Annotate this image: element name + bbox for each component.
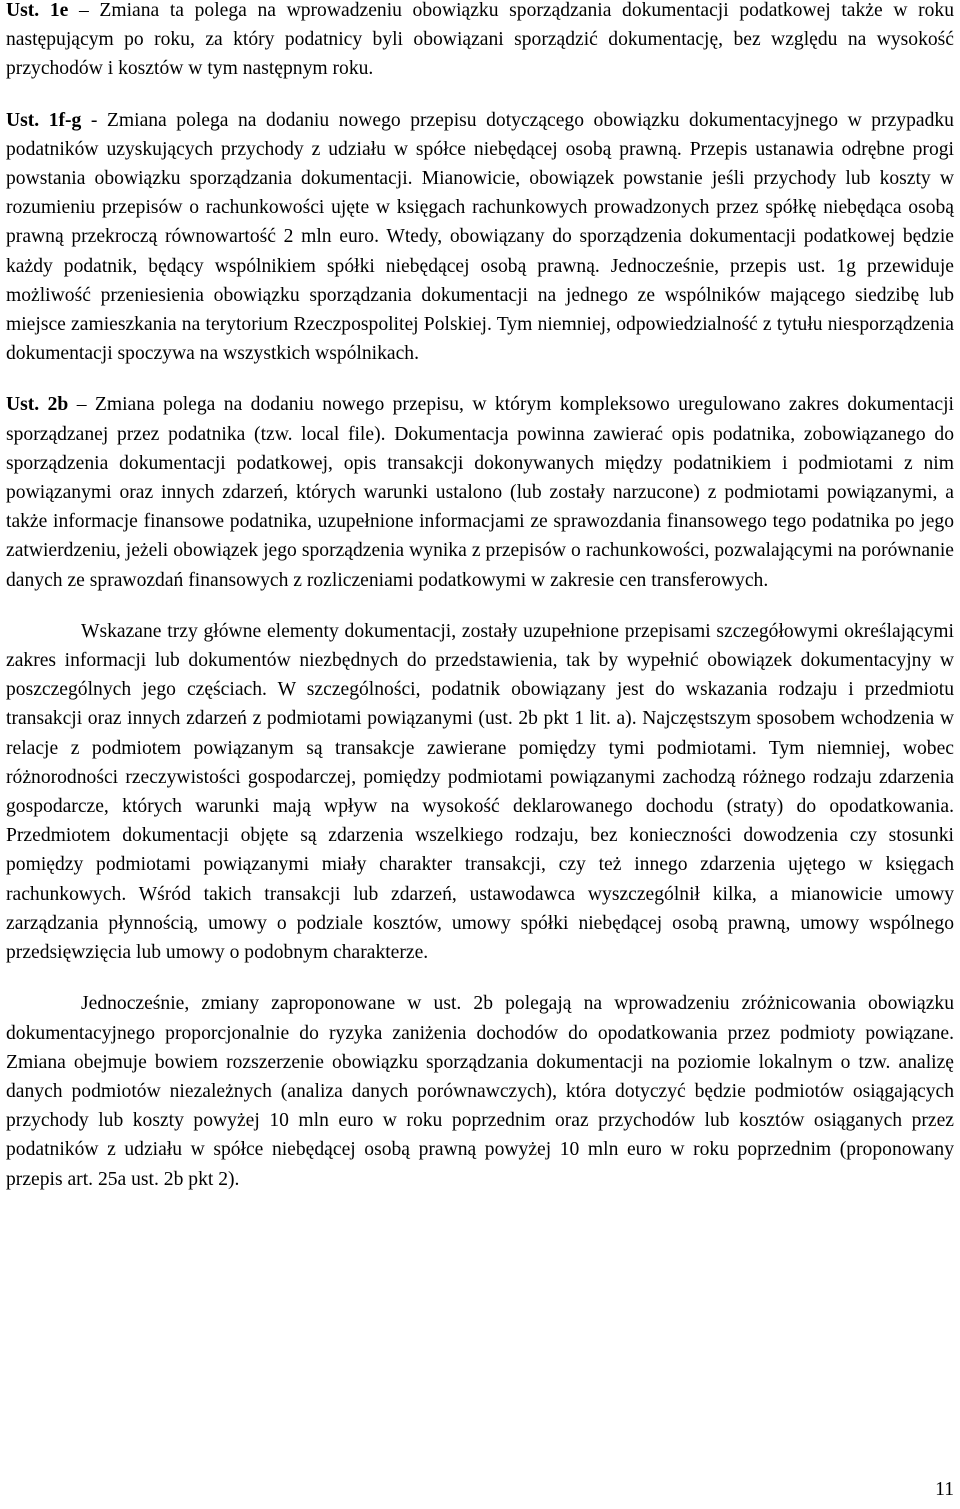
paragraph-text: – Zmiana polega na dodaniu nowego przepisu, w którym kompleksowo uregulowano zakres dokumentacji sporządzanej przez podatnika (tzw. local file). Dokumentacja powinna zawierać opis podatnika, zobowiązanego do sporządzenia dokumentacji podatkowej, opis transakcji dokonywanych między podatnikiem i podmiotami z nim powiązanymi oraz innych zdarzeń, których warunki ustalono (lub zostały narzucone) z podmiotami powiązanymi, a także informacje finansowe podatnika, uzupełnione informacjami ze sprawozdania finansowego tego podatnika po jego zatwierdzeniu, jeżeli obowiązek jego sporządzenia wynika z przepisów o rachunkowości, pozwalającymi na porównanie danych ze sprawozdań finansowych z rozliczeniami podatkowymi w zakresie cen transferowych. [6, 394, 954, 591]
paragraph-text: Wskazane trzy główne elementy dokumentacji, zostały uzupełnione przepisami szczegółowymi określającymi zakres informacji lub dokumentów niezbędnych do przedstawienia, tak by wypełnić obowiązek dokumentacyjny w poszczególnych jego częściach. W szczególności, podatnik obowiązany jest do wskazania rodzaju i przedmiotu transakcji oraz innych zdarzeń z podmiotami powiązanymi (ust. 2b pkt 1 lit. a). Najczęstszym sposobem wchodzenia w relacje z podmiotem powiązanym są transakcje zawierane pomiędzy tymi podmiotami. Tym niemniej, wobec różnorodności rzeczywistości gospodarczej, pomiędzy podmiotami powiązanymi zachodzą różnego rodzaju zdarzenia gospodarcze, których warunki mają wpływ na wysokość deklarowanego dochodu (straty) do opodatkowania. Przedmiotem dokumentacji objęte są zdarzenia wszelkiego rodzaju, bez konieczności dowodzenia czy stosunki pomiędzy podmiotami powiązanymi miały charakter transakcji, czy też innego zdarzenia ujętego w księgach rachunkowych. Wśród takich transakcji lub zdarzeń, ustawodawca wyszczególnił kilka, a mianowicie umowy zarządzania płynnością, umowy o podziale kosztów, umowy spółki niebędącej osobą prawną, umowy wspólnego przedsięwzięcia lub umowy o podobnym charakterze. [6, 620, 954, 964]
paragraph-ust-1f-g [6, 106, 954, 369]
paragraph-text: – Zmiana ta polega na wprowadzeniu obowiązku sporządzania dokumentacji podatkowej także w roku następującym po roku, za który podatnicy byli obowiązani sporządzić dokumentację, bez względu na wysokość przychodów i kosztów w tym następnym roku. [6, 0, 955, 80]
paragraph-reference: Ust. 1f-g [6, 109, 82, 131]
paragraph-ust-1e [6, 0, 954, 84]
page-number: 11 [935, 1479, 954, 1500]
document-page [6, 0, 954, 1194]
paragraph-text: - Zmiana polega na dodaniu nowego przepisu dotyczącego obowiązku dokumentacyjnego w przypadku podatników uzyskujących przychody z udziału w spółce niebędącej osobą prawną. Przepis ustanawia odrębne progi powstania obowiązku sporządzania dokumentacji. Mianowicie, obowiązek powstanie jeśli przychody lub koszty w rozumieniu przepisów o rachunkowości ujęte w księgach rachunkowych prowadzonych przez spółkę niebędąca osobą prawną przekroczą równowartość 2 mln euro. Wtedy, obowiązany do sporządzenia dokumentacji podatkowej będzie każdy podatnik, będący wspólnikiem spółki niebędącej osobą prawną. Jednocześnie, przepis ust. 1g przewiduje możliwość przeniesienia obowiązku sporządzania dokumentacji na jednego ze wspólników mającego siedzibę lub miejsce zamieszkania na terytorium Rzeczpospolitej Polskiej. Tym niemniej, odpowiedzialność z tytułu niesporządzenia dokumentacji spoczywa na wszystkich wspólnikach. [6, 109, 954, 365]
paragraph-reference: Ust. 2b [6, 394, 69, 416]
paragraph-ust-2b [6, 390, 954, 594]
paragraph-changes [6, 989, 954, 1193]
paragraph-text: Jednocześnie, zmiany zaproponowane w ust. 2b polegają na wprowadzeniu zróżnicowania obowiązku dokumentacyjnego proporcjonalnie do ryzyka zaniżenia dochodów do opodatkowania przez podmioty powiązane. Zmiana obejmuje bowiem rozszerzenie obowiązku sporządzania dokumentacji na poziomie lokalnym o tzw. analizę danych podmiotów niezależnych (analiza danych porównawczych), która dotyczyć będzie podmiotów osiągających przychody lub koszty powyżej 10 mln euro w roku poprzednim oraz przychodów lub kosztów osiąganych przez podatników z udziału w spółce niebędącej osobą prawną powyżej 10 mln euro w roku poprzednim (proponowany przepis art. 25a ust. 2b pkt 2). [6, 993, 954, 1190]
paragraph-elements [6, 617, 954, 967]
paragraph-reference: Ust. 1e [6, 0, 69, 21]
